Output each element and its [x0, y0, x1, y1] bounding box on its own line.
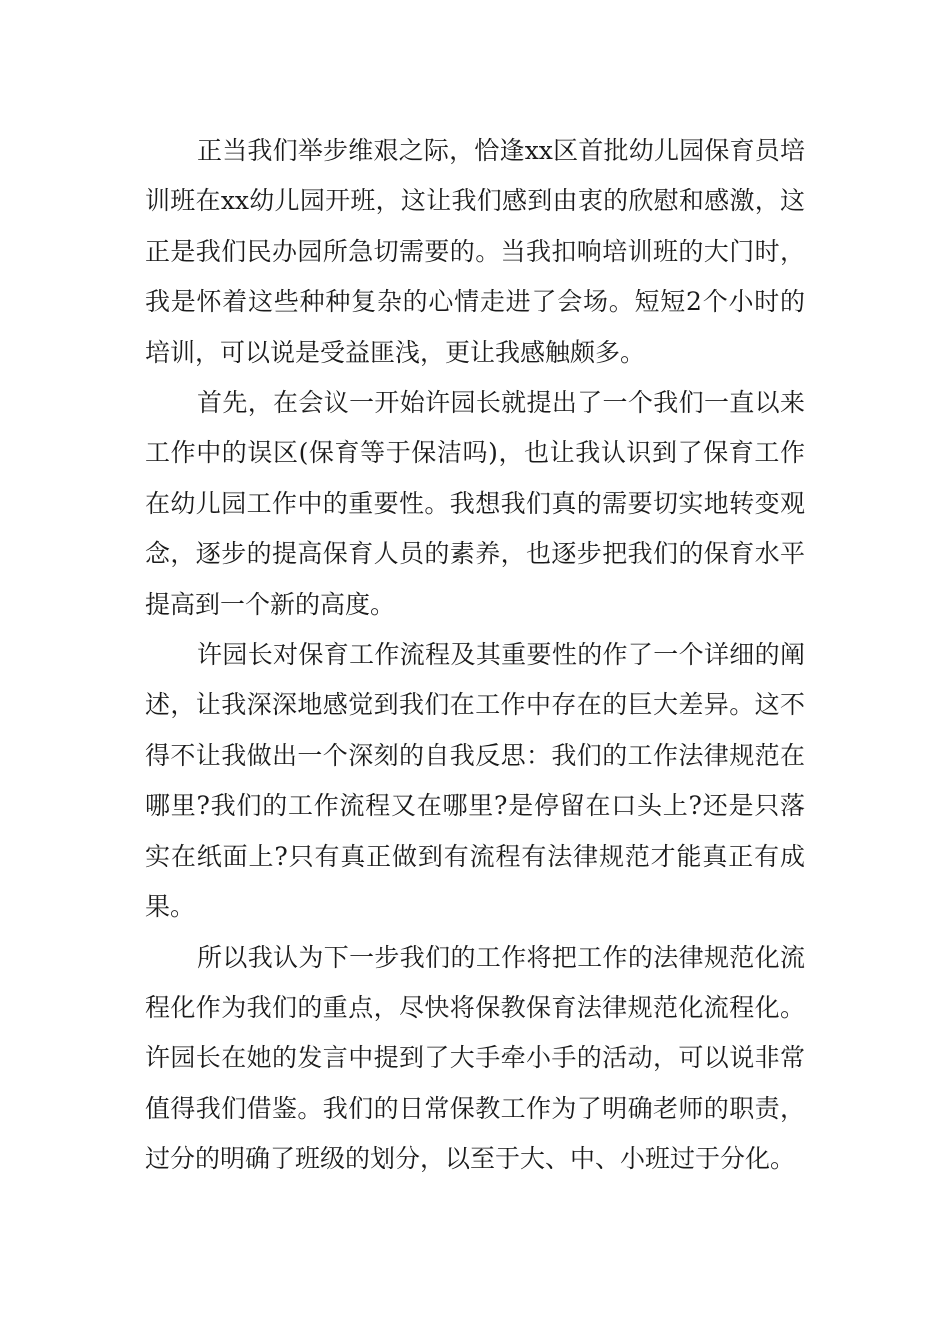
paragraph-4: 所以我认为下一步我们的工作将把工作的法律规范化流程化作为我们的重点，尽快将保教保育法律规范化流程化。许园长在她的发言中提到了大手牵小手的活动，可以说非常值得我们借鉴。我们的日常保教工作为了明确老师的职责，过分的明确了班级的划分，以至于大、中、小班过于分化。 — [145, 942, 805, 1174]
paragraph-3: 许园长对保育工作流程及其重要性的作了一个详细的阐述，让我深深地感觉到我们在工作中存在的巨大差异。这不得不让我做出一个深刻的自我反思：我们的工作法律规范在哪里?我们的工作流程又在哪里?是停留在口头上?还是只落实在纸面上?只有真正做到有流程有法律规范才能真正有成果。 — [145, 640, 805, 922]
document-body — [145, 126, 805, 1185]
paragraph-2: 首先，在会议一开始许园长就提出了一个我们一直以来工作中的误区(保育等于保洁吗)，也让我认识到了保育工作在幼儿园工作中的重要性。我想我们真的需要切实地转变观念，逐步的提高保育人员的素养，也逐步把我们的保育水平提高到一个新的高度。 — [145, 388, 805, 619]
paragraph-1: 正当我们举步维艰之际，恰逢xx区首批幼儿园保育员培训班在xx幼儿园开班，这让我们感到由衷的欣慰和感激，这正是我们民办园所急切需要的。当我扣响培训班的大门时，我是怀着这些种种复杂的心情走进了会场。短短2个小时的培训，可以说是受益匪浅，更让我感触颇多。 — [145, 136, 805, 367]
